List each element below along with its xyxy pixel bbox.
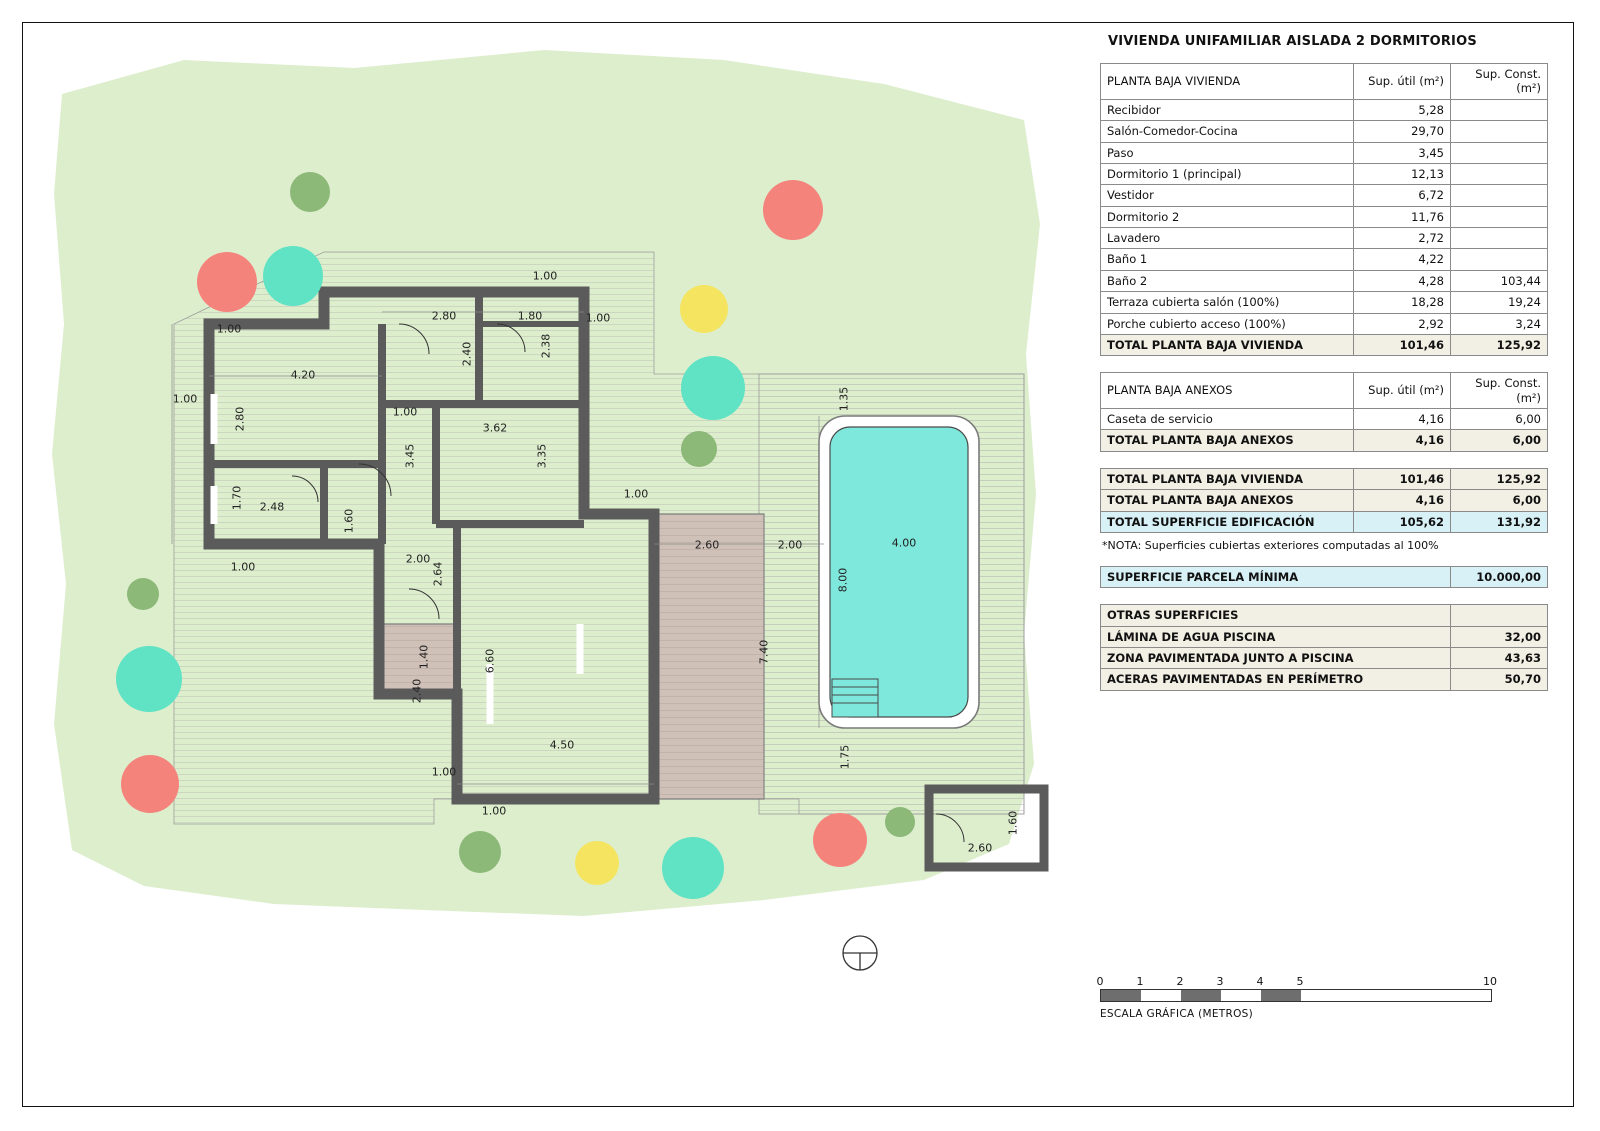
table-row <box>1101 206 1548 227</box>
dimension-label: 2.60 <box>694 538 720 552</box>
dimension-label: 7.40 <box>757 639 771 665</box>
parcela-label: SUPERFICIE PARCELA MÍNIMA <box>1101 566 1451 587</box>
table-row-total <box>1101 334 1548 355</box>
room-util: 12,13 <box>1354 163 1451 184</box>
col-sup-const: Sup. Const. (m²) <box>1451 64 1548 100</box>
dimension-label: 1.00 <box>481 804 507 818</box>
dimension-label: 1.00 <box>431 765 457 779</box>
table-row <box>1101 669 1548 690</box>
table-anexos-header <box>1101 373 1548 409</box>
scale-tick: 5 <box>1296 975 1304 988</box>
otras-header-label: OTRAS SUPERFICIES <box>1101 605 1451 626</box>
otras-label: LÁMINA DE AGUA PISCINA <box>1101 626 1451 647</box>
dimension-label: 1.60 <box>342 508 356 534</box>
dimension-label: 2.40 <box>460 341 474 367</box>
dimension-label: 2.60 <box>967 841 993 855</box>
col-anexo-name: PLANTA BAJA ANEXOS <box>1101 373 1354 409</box>
grand-total-const: 131,92 <box>1451 511 1548 532</box>
dimension-label: 3.62 <box>482 421 508 435</box>
dimension-label: 2.48 <box>259 500 285 514</box>
total-const: 6,00 <box>1451 490 1548 511</box>
scale-tick: 3 <box>1216 975 1224 988</box>
table-row <box>1101 228 1548 249</box>
table-resumen <box>1100 468 1548 533</box>
scale-caption: ESCALA GRÁFICA (METROS) <box>1100 1008 1254 1020</box>
dimension-label: 1.00 <box>532 269 558 283</box>
dimension-label: 2.80 <box>431 309 457 323</box>
scale-tick: 10 <box>1483 975 1497 988</box>
room-const: 103,44 <box>1451 270 1548 291</box>
dimension-label: 3.45 <box>403 443 417 469</box>
table-anexos <box>1100 372 1548 452</box>
north-symbol <box>843 936 877 970</box>
col-sup-util: Sup. útil (m²) <box>1354 64 1451 100</box>
dimension-label: 1.80 <box>517 309 543 323</box>
table-row <box>1101 648 1548 669</box>
total-label: TOTAL PLANTA BAJA VIVIENDA <box>1101 334 1354 355</box>
total-const: 6,00 <box>1451 430 1548 451</box>
dimension-label: 4.50 <box>549 738 575 752</box>
dimension-label: 1.00 <box>172 392 198 406</box>
room-util: 4,22 <box>1354 249 1451 270</box>
col-sup-util: Sup. útil (m²) <box>1354 373 1451 409</box>
room-name: Dormitorio 1 (principal) <box>1101 163 1354 184</box>
room-const <box>1451 206 1548 227</box>
room-name: Baño 2 <box>1101 270 1354 291</box>
room-util: 11,76 <box>1354 206 1451 227</box>
table-parcela <box>1100 566 1548 588</box>
table-row <box>1101 185 1548 206</box>
dimension-label: 1.70 <box>230 485 244 511</box>
room-const <box>1451 228 1548 249</box>
dimension-label: 1.00 <box>585 311 611 325</box>
room-const: 3,24 <box>1451 313 1548 334</box>
room-const <box>1451 185 1548 206</box>
dimension-label: 2.00 <box>405 552 431 566</box>
dimension-label: 8.00 <box>836 567 850 593</box>
col-sup-const: Sup. Const. (m²) <box>1451 373 1548 409</box>
room-name: Recibidor <box>1101 99 1354 120</box>
room-name: Terraza cubierta salón (100%) <box>1101 292 1354 313</box>
room-name: Porche cubierto acceso (100%) <box>1101 313 1354 334</box>
room-const: 19,24 <box>1451 292 1548 313</box>
dimension-label: 2.00 <box>777 538 803 552</box>
total-const: 125,92 <box>1451 334 1548 355</box>
scale-tick: 2 <box>1176 975 1184 988</box>
room-name: Lavadero <box>1101 228 1354 249</box>
dimension-label: 4.00 <box>891 536 917 550</box>
room-util: 4,28 <box>1354 270 1451 291</box>
scale-tick: 0 <box>1096 975 1104 988</box>
room-const <box>1451 121 1548 142</box>
parcela-value: 10.000,00 <box>1451 566 1548 587</box>
dimension-label: 2.38 <box>539 333 553 359</box>
table-otras-superficies <box>1100 604 1548 691</box>
room-util: 5,28 <box>1354 99 1451 120</box>
dimension-label: 1.40 <box>417 644 431 670</box>
table-row <box>1101 313 1548 334</box>
grand-total-util: 105,62 <box>1354 511 1451 532</box>
table-row <box>1101 409 1548 430</box>
grand-total-label: TOTAL SUPERFICIE EDIFICACIÓN <box>1101 511 1354 532</box>
room-util: 18,28 <box>1354 292 1451 313</box>
dimension-label: 1.00 <box>216 322 242 336</box>
surface-note: *NOTA: Superficies cubiertas exteriores computadas al 100% <box>1102 538 1439 552</box>
dimension-label: 1.35 <box>837 386 851 412</box>
table-row-grand-total <box>1101 511 1548 532</box>
total-util: 101,46 <box>1354 468 1451 489</box>
scale-tick: 1 <box>1136 975 1144 988</box>
table-row <box>1101 99 1548 120</box>
total-util: 4,16 <box>1354 490 1451 511</box>
scale-bar <box>1100 989 1492 1002</box>
room-const <box>1451 249 1548 270</box>
sheet-title: VIVIENDA UNIFAMILIAR AISLADA 2 DORMITORIOS <box>1108 34 1477 49</box>
table-otras-header <box>1101 605 1548 626</box>
table-row <box>1101 121 1548 142</box>
otras-value: 43,63 <box>1451 648 1548 669</box>
otras-label: ACERAS PAVIMENTADAS EN PERÍMETRO <box>1101 669 1451 690</box>
total-label: TOTAL PLANTA BAJA ANEXOS <box>1101 490 1354 511</box>
room-const: 6,00 <box>1451 409 1548 430</box>
plan-svg <box>24 24 1094 1104</box>
table-row <box>1101 163 1548 184</box>
otras-label: ZONA PAVIMENTADA JUNTO A PISCINA <box>1101 648 1451 669</box>
room-util: 3,45 <box>1354 142 1451 163</box>
table-row-total <box>1101 430 1548 451</box>
dimension-label: 1.75 <box>838 744 852 770</box>
table-vivienda <box>1100 63 1548 356</box>
scale-tick-labels <box>1096 975 1540 989</box>
room-name: Dormitorio 2 <box>1101 206 1354 227</box>
otras-value: 50,70 <box>1451 669 1548 690</box>
table-row-total <box>1101 490 1548 511</box>
table-vivienda-header <box>1101 64 1548 100</box>
room-util: 6,72 <box>1354 185 1451 206</box>
room-const <box>1451 99 1548 120</box>
dimension-label: 2.64 <box>431 561 445 587</box>
scale-tick: 4 <box>1256 975 1264 988</box>
dimension-label: 1.00 <box>623 487 649 501</box>
room-util: 2,92 <box>1354 313 1451 334</box>
total-util: 101,46 <box>1354 334 1451 355</box>
total-const: 125,92 <box>1451 468 1548 489</box>
table-row <box>1101 626 1548 647</box>
dimension-label: 1.60 <box>1006 810 1020 836</box>
total-label: TOTAL PLANTA BAJA VIVIENDA <box>1101 468 1354 489</box>
areas-panel <box>1100 28 1548 707</box>
total-label: TOTAL PLANTA BAJA ANEXOS <box>1101 430 1354 451</box>
dimension-label: 6.60 <box>483 648 497 674</box>
col-room-name: PLANTA BAJA VIVIENDA <box>1101 64 1354 100</box>
dimension-label: 3.35 <box>535 443 549 469</box>
otras-header-value <box>1451 605 1548 626</box>
table-row <box>1101 249 1548 270</box>
dimension-label: 4.20 <box>290 368 316 382</box>
room-util: 4,16 <box>1354 409 1451 430</box>
table-row <box>1101 292 1548 313</box>
dimension-label: 1.00 <box>230 560 256 574</box>
table-row-total <box>1101 468 1548 489</box>
total-util: 4,16 <box>1354 430 1451 451</box>
otras-value: 32,00 <box>1451 626 1548 647</box>
room-const <box>1451 142 1548 163</box>
graphic-scale <box>1096 975 1540 1020</box>
room-name: Baño 1 <box>1101 249 1354 270</box>
table-row-parcela <box>1101 566 1548 587</box>
dimension-label: 1.00 <box>392 405 418 419</box>
room-util: 29,70 <box>1354 121 1451 142</box>
table-row <box>1101 142 1548 163</box>
dimension-label: 2.40 <box>410 678 424 704</box>
room-util: 2,72 <box>1354 228 1451 249</box>
room-name: Paso <box>1101 142 1354 163</box>
floor-plan-drawing <box>24 24 1094 1104</box>
room-name: Salón-Comedor-Cocina <box>1101 121 1354 142</box>
dimension-label: 2.80 <box>233 406 247 432</box>
room-const <box>1451 163 1548 184</box>
table-row <box>1101 270 1548 291</box>
room-name: Vestidor <box>1101 185 1354 206</box>
room-name: Caseta de servicio <box>1101 409 1354 430</box>
